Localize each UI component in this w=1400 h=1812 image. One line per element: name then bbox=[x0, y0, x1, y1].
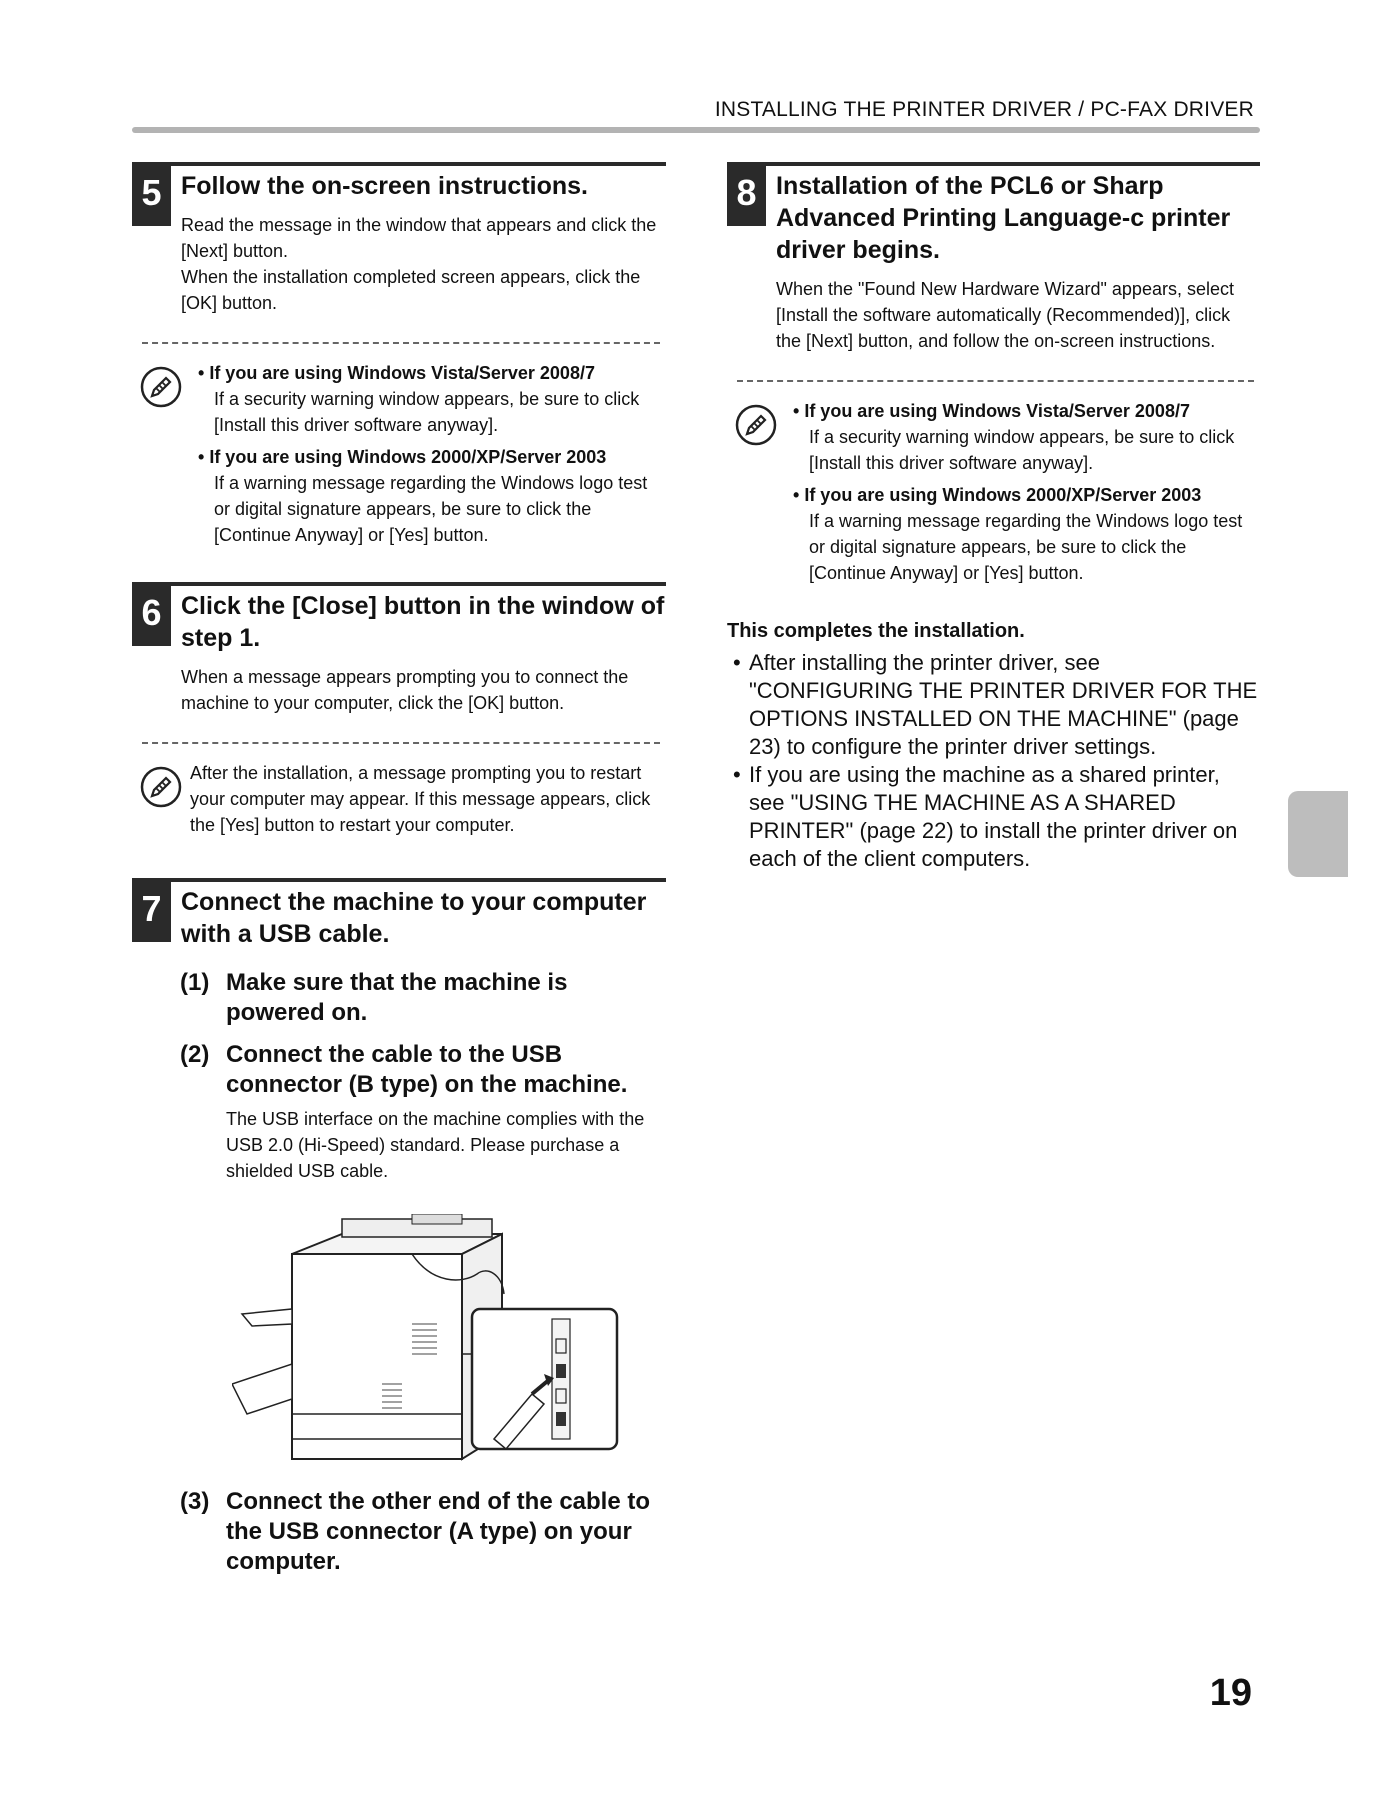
pencil-note-icon bbox=[140, 766, 182, 808]
step-number: 8 bbox=[727, 166, 766, 226]
note-text: After the installation, a message prompting you to restart your computer may appear. If this message appears, click the [Yes] button to restart your computer. bbox=[190, 763, 651, 835]
dashed-divider bbox=[142, 742, 660, 744]
step-title: Installation of the PCL6 or Sharp Advanced Printing Language-c printer driver begins. bbox=[776, 172, 1231, 264]
dashed-divider bbox=[737, 380, 1254, 382]
note-item bbox=[198, 444, 666, 548]
step-body bbox=[776, 276, 1260, 354]
substep-list bbox=[180, 1487, 666, 1577]
completion-heading: This completes the installation. bbox=[727, 620, 1025, 642]
right-column bbox=[727, 162, 1260, 873]
step-number: 6 bbox=[132, 586, 171, 646]
note-item bbox=[793, 398, 1260, 476]
substep-title: Connect the other end of the cable to the USB connector (A type) on your computer. bbox=[226, 1488, 651, 1575]
note-heading: • If you are using Windows Vista/Server 2008/7 bbox=[793, 398, 1260, 424]
substep-item bbox=[180, 1487, 666, 1577]
note-item bbox=[198, 360, 666, 438]
note-box bbox=[727, 398, 1260, 586]
substep-item bbox=[180, 968, 666, 1028]
chapter-side-tab bbox=[1288, 791, 1348, 877]
dashed-divider bbox=[142, 342, 660, 344]
step-paragraph: When the installation completed screen appears, click the [OK] button. bbox=[181, 267, 641, 313]
completion-list bbox=[727, 649, 1260, 873]
step-6 bbox=[132, 582, 666, 838]
step-5 bbox=[132, 162, 666, 548]
substep-item bbox=[180, 1040, 666, 1184]
note-text: If a security warning window appears, be sure to click [Install this driver software anyway]. bbox=[809, 427, 1235, 473]
substep-number: (2) bbox=[180, 1041, 210, 1068]
printer-usb-connection-illustration bbox=[232, 1214, 622, 1464]
page-header-title: INSTALLING THE PRINTER DRIVER / PC-FAX DRIVER bbox=[714, 98, 1254, 121]
list-item: • If you are using the machine as a shared printer, see "USING THE MACHINE AS A SHARED PRINTER" (page 22) to install the printer driver on each of the client computers. bbox=[727, 761, 1260, 873]
step-number: 7 bbox=[132, 882, 171, 942]
note-box bbox=[132, 360, 666, 548]
step-paragraph: When the "Found New Hardware Wizard" appears, select [Install the software automatically (Recommended)], click the [Next] button, and follow the on-screen instructions. bbox=[776, 279, 1234, 351]
header-rule bbox=[132, 127, 1260, 133]
substep-number: (1) bbox=[180, 969, 210, 996]
substep-title: Make sure that the machine is powered on. bbox=[226, 969, 568, 1026]
pencil-note-icon bbox=[140, 366, 182, 408]
pencil-note-icon bbox=[735, 404, 777, 446]
note-item bbox=[793, 482, 1260, 586]
step-paragraph: When a message appears prompting you to connect the machine to your computer, click the [OK] button. bbox=[181, 667, 629, 713]
step-body bbox=[181, 664, 666, 716]
note-heading: • If you are using Windows 2000/XP/Server 2003 bbox=[198, 444, 666, 470]
note-text: If a security warning window appears, be sure to click [Install this driver software anyway]. bbox=[214, 389, 640, 435]
left-column bbox=[132, 162, 666, 1589]
page-number: 19 bbox=[1209, 1672, 1252, 1714]
note-text: If a warning message regarding the Windows logo test or digital signature appears, be sure to click the [Continue Anyway] or [Yes] button. bbox=[809, 511, 1243, 583]
step-title: Connect the machine to your computer with a USB cable. bbox=[181, 888, 647, 948]
substep-list bbox=[180, 968, 666, 1184]
step-number: 5 bbox=[132, 166, 171, 226]
step-title: Follow the on-screen instructions. bbox=[181, 172, 588, 200]
substep-number: (3) bbox=[180, 1488, 210, 1515]
step-title: Click the [Close] button in the window of step 1. bbox=[181, 592, 665, 652]
note-heading: • If you are using Windows 2000/XP/Server 2003 bbox=[793, 482, 1260, 508]
note-text: If a warning message regarding the Windows logo test or digital signature appears, be sure to click the [Continue Anyway] or [Yes] button. bbox=[214, 473, 648, 545]
note-heading: • If you are using Windows Vista/Server 2008/7 bbox=[198, 360, 666, 386]
step-paragraph: Read the message in the window that appears and click the [Next] button. bbox=[181, 215, 657, 261]
substep-description: The USB interface on the machine complies with the USB 2.0 (Hi-Speed) standard. Please purchase a shielded USB cable. bbox=[226, 1109, 645, 1181]
step-8 bbox=[727, 162, 1260, 586]
step-body bbox=[181, 212, 666, 316]
substep-title: Connect the cable to the USB connector (B type) on the machine. bbox=[226, 1041, 628, 1098]
note-box bbox=[132, 760, 666, 838]
step-7 bbox=[132, 878, 666, 1577]
list-item: • After installing the printer driver, see "CONFIGURING THE PRINTER DRIVER FOR THE OPTIONS INSTALLED ON THE MACHINE" (page 23) to configure the printer driver settings. bbox=[727, 649, 1260, 761]
